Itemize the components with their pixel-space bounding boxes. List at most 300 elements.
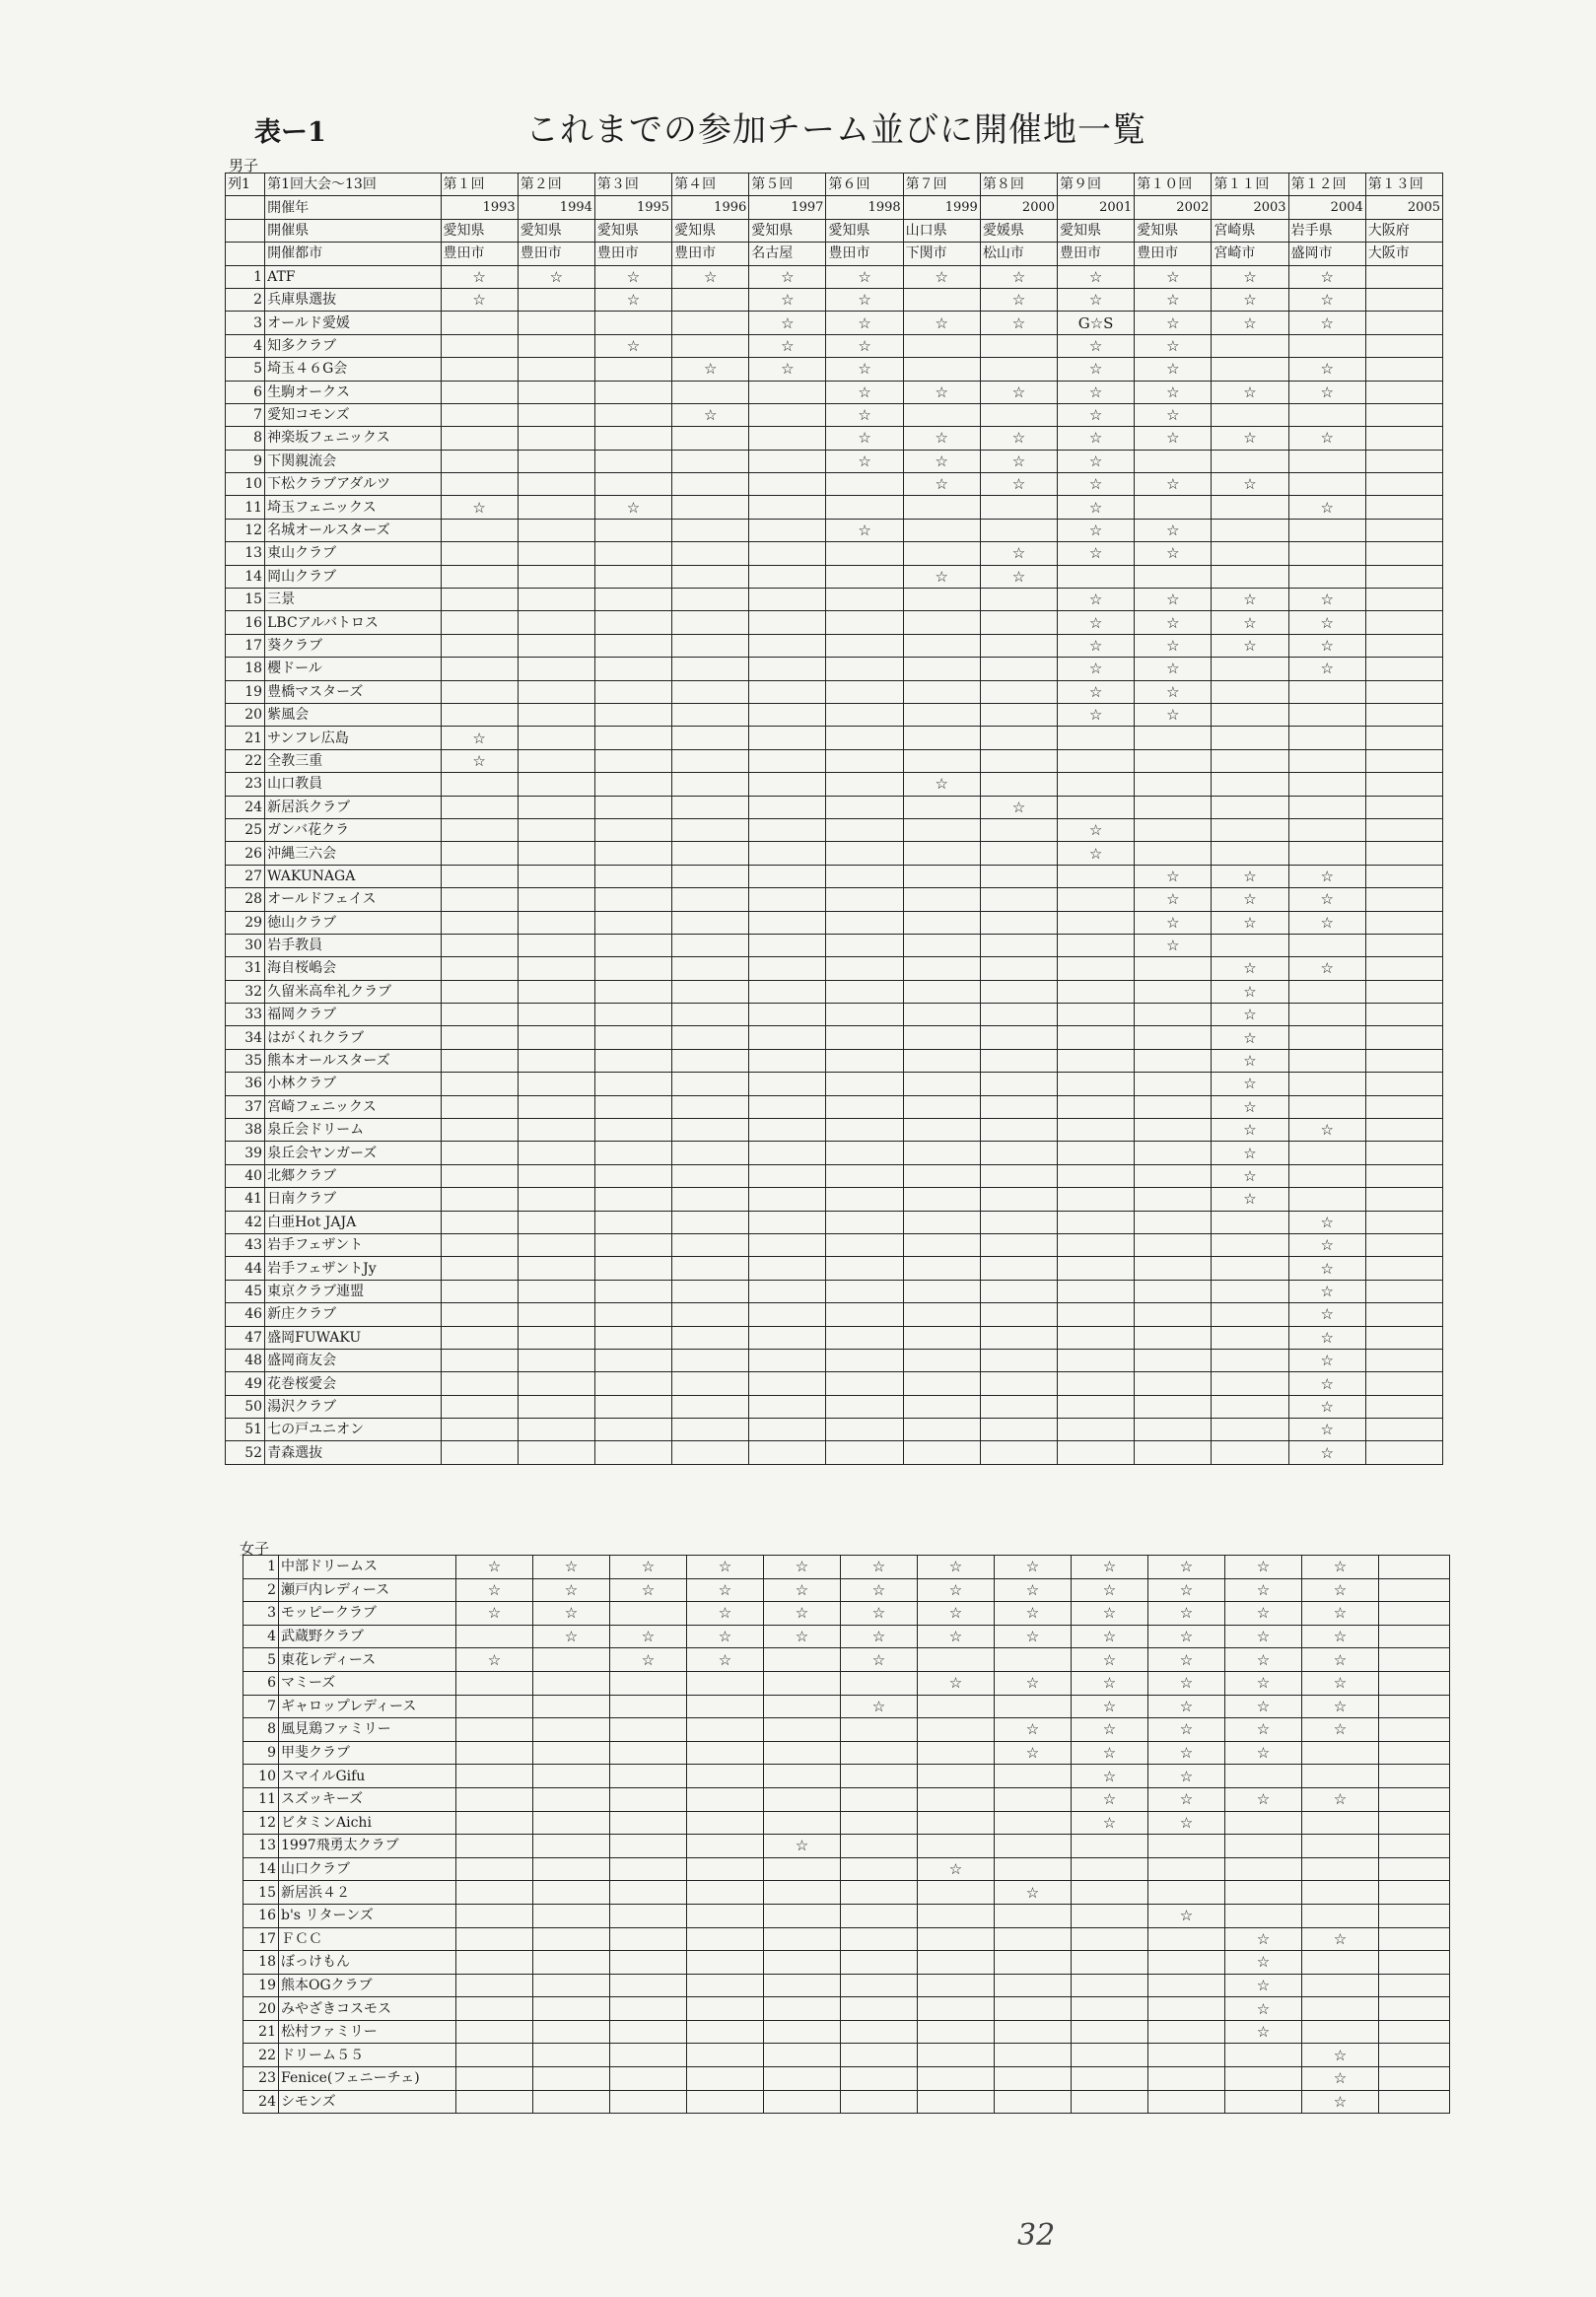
participation-mark bbox=[980, 611, 1057, 634]
table-row bbox=[243, 1857, 1450, 1881]
participation-mark bbox=[749, 589, 826, 611]
participation-mark bbox=[980, 773, 1057, 796]
participation-mark bbox=[749, 773, 826, 796]
participation-mark: ☆ bbox=[1225, 1602, 1302, 1626]
participation-mark: ☆ bbox=[903, 265, 980, 288]
team-name: b's リターンズ bbox=[279, 1904, 456, 1927]
meta-value: 2003 bbox=[1212, 196, 1288, 219]
participation-mark bbox=[672, 565, 749, 588]
participation-mark bbox=[1135, 1441, 1212, 1464]
participation-mark bbox=[1365, 1280, 1442, 1302]
participation-mark bbox=[594, 565, 671, 588]
participation-mark bbox=[518, 1257, 594, 1280]
participation-mark bbox=[826, 542, 903, 565]
participation-mark bbox=[1135, 957, 1212, 980]
participation-mark bbox=[1365, 749, 1442, 772]
participation-mark bbox=[533, 1974, 610, 1997]
participation-mark bbox=[1135, 1119, 1212, 1142]
participation-mark bbox=[918, 2044, 995, 2067]
participation-mark: ☆ bbox=[749, 334, 826, 357]
participation-mark bbox=[610, 2090, 687, 2114]
participation-mark: ☆ bbox=[918, 1602, 995, 1626]
participation-mark bbox=[1135, 1164, 1212, 1187]
participation-mark: ☆ bbox=[1058, 427, 1135, 450]
participation-mark bbox=[594, 1004, 671, 1026]
participation-mark bbox=[672, 865, 749, 887]
participation-mark bbox=[749, 542, 826, 565]
participation-mark: ☆ bbox=[1135, 381, 1212, 403]
participation-mark bbox=[903, 1326, 980, 1349]
participation-mark bbox=[1058, 796, 1135, 818]
participation-mark: ☆ bbox=[1135, 703, 1212, 726]
participation-mark bbox=[672, 658, 749, 680]
participation-mark: ☆ bbox=[918, 1671, 995, 1695]
table-row bbox=[226, 680, 1443, 703]
participation-mark bbox=[1212, 1441, 1288, 1464]
participation-mark bbox=[903, 634, 980, 657]
team-number: 10 bbox=[226, 473, 265, 496]
participation-mark bbox=[1148, 1927, 1225, 1951]
team-name: 海自桜嶋会 bbox=[265, 957, 441, 980]
participation-mark bbox=[1365, 680, 1442, 703]
participation-mark: ☆ bbox=[826, 450, 903, 472]
participation-mark bbox=[764, 1765, 841, 1788]
round-header: 第８回 bbox=[980, 174, 1057, 196]
meta-row bbox=[226, 196, 1443, 219]
participation-mark bbox=[518, 1395, 594, 1418]
participation-mark bbox=[1288, 334, 1365, 357]
participation-mark bbox=[533, 1881, 610, 1905]
participation-mark bbox=[995, 1765, 1072, 1788]
participation-mark: ☆ bbox=[1302, 1671, 1379, 1695]
participation-mark bbox=[995, 1997, 1072, 2021]
participation-mark bbox=[672, 727, 749, 749]
participation-mark bbox=[1288, 1164, 1365, 1187]
participation-mark bbox=[1072, 2020, 1148, 2044]
participation-mark bbox=[610, 1787, 687, 1811]
table-row bbox=[243, 2090, 1450, 2114]
participation-mark bbox=[594, 796, 671, 818]
participation-mark bbox=[518, 334, 594, 357]
participation-mark bbox=[1135, 1233, 1212, 1256]
meta-value: 1995 bbox=[594, 196, 671, 219]
participation-mark: ☆ bbox=[1212, 1188, 1288, 1211]
participation-mark bbox=[1365, 358, 1442, 381]
team-name: Fenice(フェニーチェ) bbox=[279, 2067, 456, 2091]
participation-mark: ☆ bbox=[918, 1625, 995, 1648]
participation-mark bbox=[687, 2090, 764, 2114]
participation-mark bbox=[903, 818, 980, 841]
participation-mark: ☆ bbox=[1148, 1695, 1225, 1718]
participation-mark bbox=[518, 496, 594, 519]
participation-mark bbox=[980, 749, 1057, 772]
participation-mark bbox=[1072, 1881, 1148, 1905]
participation-mark bbox=[1379, 1835, 1450, 1858]
participation-mark: ☆ bbox=[1058, 381, 1135, 403]
participation-mark bbox=[826, 934, 903, 956]
participation-mark: ☆ bbox=[1212, 634, 1288, 657]
participation-mark bbox=[1058, 1004, 1135, 1026]
participation-mark bbox=[594, 542, 671, 565]
participation-mark bbox=[441, 658, 518, 680]
table-row bbox=[243, 1648, 1450, 1672]
team-name: 山口クラブ bbox=[279, 1857, 456, 1881]
participation-mark: ☆ bbox=[841, 1625, 918, 1648]
participation-mark bbox=[903, 1095, 980, 1118]
participation-mark bbox=[1058, 1395, 1135, 1418]
participation-mark bbox=[594, 358, 671, 381]
participation-mark bbox=[1058, 888, 1135, 911]
participation-mark bbox=[1288, 1026, 1365, 1049]
participation-mark: ☆ bbox=[1212, 611, 1288, 634]
participation-mark bbox=[1148, 2044, 1225, 2067]
women-table bbox=[243, 1555, 1450, 2114]
empty-cell bbox=[226, 219, 265, 242]
participation-mark bbox=[1365, 1119, 1442, 1142]
participation-mark bbox=[672, 934, 749, 956]
participation-mark bbox=[441, 611, 518, 634]
participation-mark: ☆ bbox=[1072, 1578, 1148, 1602]
team-number: 22 bbox=[226, 749, 265, 772]
team-name: 白亜Hot JAJA bbox=[265, 1211, 441, 1233]
participation-mark bbox=[918, 1741, 995, 1765]
men-section-label: 男子 bbox=[229, 157, 259, 174]
participation-mark bbox=[1379, 2020, 1450, 2044]
team-number: 4 bbox=[243, 1625, 279, 1648]
round-header: 第６回 bbox=[826, 174, 903, 196]
participation-mark: ☆ bbox=[441, 496, 518, 519]
participation-mark bbox=[1148, 2067, 1225, 2091]
table-row bbox=[226, 1280, 1443, 1302]
participation-mark: ☆ bbox=[687, 1556, 764, 1579]
participation-mark bbox=[918, 1904, 995, 1927]
participation-mark bbox=[518, 1142, 594, 1164]
team-name: ＦＣＣ bbox=[279, 1927, 456, 1951]
team-number: 5 bbox=[226, 358, 265, 381]
participation-mark bbox=[918, 2020, 995, 2044]
participation-mark bbox=[1072, 1857, 1148, 1881]
header-name: 第1回大会～13回 bbox=[265, 174, 441, 196]
participation-mark bbox=[1379, 1811, 1450, 1835]
participation-mark: ☆ bbox=[1288, 381, 1365, 403]
participation-mark bbox=[687, 1671, 764, 1695]
table-row bbox=[226, 381, 1443, 403]
participation-mark bbox=[594, 1211, 671, 1233]
participation-mark bbox=[1212, 519, 1288, 541]
participation-mark: ☆ bbox=[1288, 634, 1365, 657]
participation-mark bbox=[1072, 1904, 1148, 1927]
participation-mark: ☆ bbox=[764, 1578, 841, 1602]
participation-mark bbox=[672, 911, 749, 934]
team-number: 13 bbox=[226, 542, 265, 565]
participation-mark bbox=[518, 450, 594, 472]
participation-mark bbox=[441, 542, 518, 565]
participation-mark: ☆ bbox=[749, 288, 826, 311]
participation-mark bbox=[518, 288, 594, 311]
table-row bbox=[243, 1927, 1450, 1951]
table-row bbox=[226, 334, 1443, 357]
participation-mark bbox=[687, 1997, 764, 2021]
participation-mark bbox=[533, 1648, 610, 1672]
participation-mark: ☆ bbox=[1288, 1303, 1365, 1326]
participation-mark bbox=[826, 1142, 903, 1164]
participation-mark bbox=[1212, 1211, 1288, 1233]
participation-mark bbox=[1288, 980, 1365, 1003]
participation-mark bbox=[518, 634, 594, 657]
participation-mark bbox=[1379, 1578, 1450, 1602]
table-row bbox=[226, 1004, 1443, 1026]
participation-mark bbox=[672, 773, 749, 796]
participation-mark: ☆ bbox=[1288, 265, 1365, 288]
participation-mark bbox=[1288, 403, 1365, 426]
participation-mark: ☆ bbox=[980, 450, 1057, 472]
participation-mark bbox=[533, 1857, 610, 1881]
participation-mark bbox=[1365, 865, 1442, 887]
team-name: スズッキーズ bbox=[279, 1787, 456, 1811]
table-row bbox=[243, 1602, 1450, 1626]
table-row bbox=[226, 519, 1443, 541]
team-name: シモンズ bbox=[279, 2090, 456, 2114]
participation-mark bbox=[672, 1349, 749, 1371]
participation-mark: ☆ bbox=[1288, 1326, 1365, 1349]
participation-mark bbox=[1212, 1233, 1288, 1256]
participation-mark bbox=[749, 1419, 826, 1441]
participation-mark bbox=[749, 1303, 826, 1326]
team-name: ビタミンAichi bbox=[279, 1811, 456, 1835]
participation-mark bbox=[749, 1257, 826, 1280]
participation-mark bbox=[764, 2020, 841, 2044]
table-row bbox=[243, 1556, 1450, 1579]
participation-mark bbox=[764, 2090, 841, 2114]
participation-mark bbox=[1302, 1835, 1379, 1858]
team-name: オールド愛媛 bbox=[265, 312, 441, 334]
team-number: 23 bbox=[226, 773, 265, 796]
participation-mark: ☆ bbox=[1225, 1671, 1302, 1695]
participation-mark bbox=[903, 727, 980, 749]
participation-mark bbox=[594, 1095, 671, 1118]
participation-mark: ☆ bbox=[980, 565, 1057, 588]
participation-mark bbox=[1302, 1997, 1379, 2021]
participation-mark bbox=[672, 1049, 749, 1072]
participation-mark bbox=[995, 2044, 1072, 2067]
participation-mark bbox=[826, 727, 903, 749]
participation-mark bbox=[980, 865, 1057, 887]
team-name: WAKUNAGA bbox=[265, 865, 441, 887]
participation-mark bbox=[456, 2090, 533, 2114]
table-row bbox=[226, 1095, 1443, 1118]
participation-mark bbox=[826, 1026, 903, 1049]
participation-mark bbox=[903, 980, 980, 1003]
participation-mark bbox=[1212, 842, 1288, 865]
meta-value: 岩手県 bbox=[1288, 219, 1365, 242]
participation-mark bbox=[980, 703, 1057, 726]
participation-mark bbox=[594, 1280, 671, 1302]
participation-mark bbox=[1135, 450, 1212, 472]
table-row bbox=[226, 1073, 1443, 1095]
participation-mark: ☆ bbox=[826, 403, 903, 426]
team-name: 中部ドリームス bbox=[279, 1556, 456, 1579]
team-number: 6 bbox=[226, 381, 265, 403]
participation-mark bbox=[1135, 1095, 1212, 1118]
participation-mark bbox=[610, 1997, 687, 2021]
participation-mark bbox=[687, 2020, 764, 2044]
participation-mark: ☆ bbox=[1148, 1787, 1225, 1811]
participation-mark bbox=[1379, 1556, 1450, 1579]
participation-mark: ☆ bbox=[1288, 1349, 1365, 1371]
team-number: 50 bbox=[226, 1395, 265, 1418]
participation-mark bbox=[903, 589, 980, 611]
participation-mark bbox=[610, 1835, 687, 1858]
participation-mark bbox=[1212, 1257, 1288, 1280]
participation-mark bbox=[764, 1695, 841, 1718]
participation-mark bbox=[903, 1395, 980, 1418]
table-row bbox=[243, 1904, 1450, 1927]
participation-mark bbox=[672, 381, 749, 403]
participation-mark bbox=[826, 611, 903, 634]
team-number: 33 bbox=[226, 1004, 265, 1026]
participation-mark bbox=[826, 565, 903, 588]
participation-mark bbox=[518, 403, 594, 426]
team-number: 24 bbox=[243, 2090, 279, 2114]
participation-mark bbox=[441, 565, 518, 588]
team-number: 48 bbox=[226, 1349, 265, 1371]
participation-mark bbox=[1288, 703, 1365, 726]
participation-mark: ☆ bbox=[1058, 842, 1135, 865]
participation-mark bbox=[980, 680, 1057, 703]
table-row bbox=[226, 403, 1443, 426]
participation-mark bbox=[441, 842, 518, 865]
participation-mark: ☆ bbox=[1135, 473, 1212, 496]
meta-label: 開催県 bbox=[265, 219, 441, 242]
participation-mark bbox=[610, 1695, 687, 1718]
participation-mark bbox=[594, 1164, 671, 1187]
participation-mark bbox=[1212, 749, 1288, 772]
participation-mark bbox=[687, 1951, 764, 1975]
meta-value: 1997 bbox=[749, 196, 826, 219]
participation-mark bbox=[826, 496, 903, 519]
participation-mark: ☆ bbox=[1058, 658, 1135, 680]
meta-value: 大阪市 bbox=[1365, 243, 1442, 265]
team-name: 山口教員 bbox=[265, 773, 441, 796]
participation-mark bbox=[826, 749, 903, 772]
participation-mark bbox=[441, 1257, 518, 1280]
round-header: 第１回 bbox=[441, 174, 518, 196]
participation-mark: ☆ bbox=[918, 1556, 995, 1579]
participation-mark bbox=[1288, 727, 1365, 749]
meta-value: 宮崎市 bbox=[1212, 243, 1288, 265]
participation-mark bbox=[1379, 2044, 1450, 2067]
participation-mark: ☆ bbox=[1058, 818, 1135, 841]
team-name: 神楽坂フェニックス bbox=[265, 427, 441, 450]
participation-mark: ☆ bbox=[1058, 265, 1135, 288]
participation-mark: ☆ bbox=[1058, 496, 1135, 519]
participation-mark bbox=[687, 1741, 764, 1765]
participation-mark bbox=[1135, 1049, 1212, 1072]
participation-mark bbox=[1135, 1026, 1212, 1049]
participation-mark: ☆ bbox=[995, 1578, 1072, 1602]
participation-mark bbox=[1379, 1857, 1450, 1881]
participation-mark bbox=[980, 589, 1057, 611]
team-name: 新庄クラブ bbox=[265, 1303, 441, 1326]
participation-mark bbox=[995, 2090, 1072, 2114]
participation-mark bbox=[826, 796, 903, 818]
team-number: 36 bbox=[226, 1073, 265, 1095]
participation-mark: ☆ bbox=[672, 358, 749, 381]
participation-mark bbox=[826, 680, 903, 703]
participation-mark bbox=[610, 2044, 687, 2067]
participation-mark bbox=[1135, 1395, 1212, 1418]
participation-mark bbox=[594, 1188, 671, 1211]
participation-mark bbox=[1365, 1049, 1442, 1072]
participation-mark bbox=[687, 1811, 764, 1835]
participation-mark bbox=[995, 1951, 1072, 1975]
team-number: 26 bbox=[226, 842, 265, 865]
participation-mark bbox=[1058, 980, 1135, 1003]
participation-mark bbox=[687, 1835, 764, 1858]
participation-mark bbox=[749, 1372, 826, 1395]
table-row bbox=[226, 842, 1443, 865]
participation-mark bbox=[1379, 1881, 1450, 1905]
participation-mark: ☆ bbox=[594, 334, 671, 357]
participation-mark bbox=[749, 1441, 826, 1464]
participation-mark bbox=[1212, 680, 1288, 703]
participation-mark bbox=[1302, 2020, 1379, 2044]
meta-value: 1996 bbox=[672, 196, 749, 219]
participation-mark: ☆ bbox=[1135, 589, 1212, 611]
participation-mark bbox=[903, 1349, 980, 1371]
participation-mark bbox=[918, 1718, 995, 1742]
participation-mark: ☆ bbox=[1058, 634, 1135, 657]
participation-mark: ☆ bbox=[1288, 288, 1365, 311]
participation-mark bbox=[995, 1835, 1072, 1858]
participation-mark: ☆ bbox=[610, 1578, 687, 1602]
team-name: LBCアルバトロス bbox=[265, 611, 441, 634]
participation-mark: ☆ bbox=[456, 1602, 533, 1626]
meta-value: 豊田市 bbox=[1058, 243, 1135, 265]
table-row bbox=[226, 542, 1443, 565]
participation-mark bbox=[1148, 1881, 1225, 1905]
participation-mark bbox=[441, 312, 518, 334]
participation-mark bbox=[518, 1419, 594, 1441]
participation-mark bbox=[1135, 1142, 1212, 1164]
participation-mark bbox=[1135, 818, 1212, 841]
table-row bbox=[226, 749, 1443, 772]
participation-mark bbox=[995, 2020, 1072, 2044]
round-header: 第２回 bbox=[518, 174, 594, 196]
participation-mark bbox=[672, 1073, 749, 1095]
participation-mark bbox=[1058, 1441, 1135, 1464]
participation-mark bbox=[1365, 519, 1442, 541]
participation-mark bbox=[441, 773, 518, 796]
participation-mark bbox=[1212, 334, 1288, 357]
participation-mark bbox=[749, 957, 826, 980]
participation-mark: ☆ bbox=[1288, 1372, 1365, 1395]
participation-mark bbox=[533, 1741, 610, 1765]
participation-mark bbox=[518, 1326, 594, 1349]
participation-mark bbox=[749, 381, 826, 403]
team-name: 埼玉フェニックス bbox=[265, 496, 441, 519]
participation-mark: ☆ bbox=[764, 1835, 841, 1858]
participation-mark bbox=[749, 1095, 826, 1118]
participation-mark bbox=[1302, 1765, 1379, 1788]
participation-mark: ☆ bbox=[610, 1625, 687, 1648]
participation-mark: ☆ bbox=[1135, 680, 1212, 703]
round-header: 第１１回 bbox=[1212, 174, 1288, 196]
participation-mark bbox=[594, 1419, 671, 1441]
participation-mark: ☆ bbox=[1212, 473, 1288, 496]
participation-mark bbox=[980, 1142, 1057, 1164]
participation-mark bbox=[1072, 2090, 1148, 2114]
